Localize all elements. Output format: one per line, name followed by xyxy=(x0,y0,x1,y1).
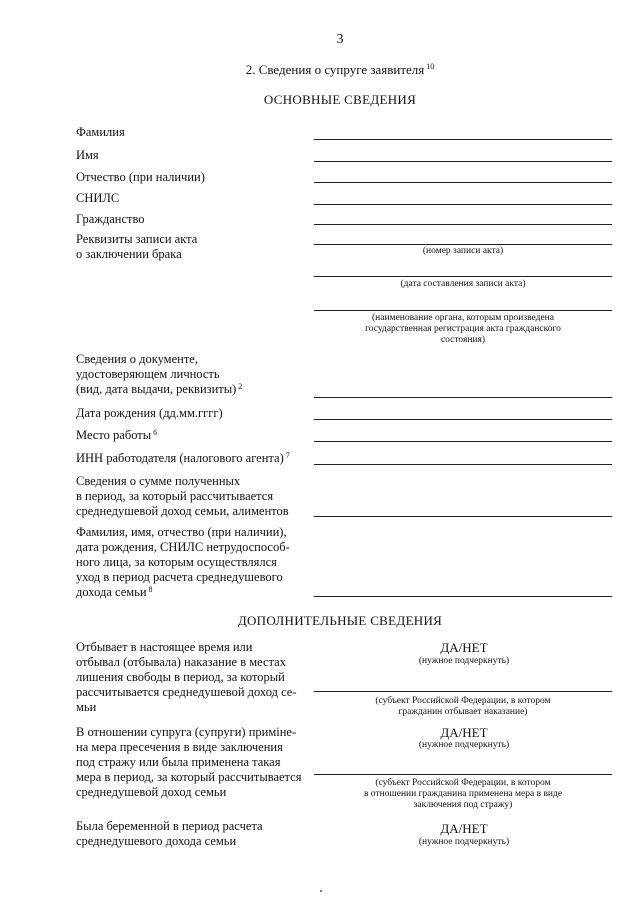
workplace-line[interactable] xyxy=(314,441,612,442)
income-line-3: среднедушевой доход семьи, алиментов xyxy=(76,504,289,518)
marriage-authority-hint-3: состояния) xyxy=(440,335,486,345)
marriage-authority-line[interactable] xyxy=(314,310,612,311)
snils-line[interactable] xyxy=(314,204,612,205)
birth-date-line[interactable] xyxy=(314,419,612,420)
id-document-line[interactable] xyxy=(314,397,612,398)
dependent-line[interactable] xyxy=(314,596,612,597)
custody-label xyxy=(76,725,301,800)
section-title xyxy=(150,62,530,77)
name-line[interactable] xyxy=(314,161,612,162)
birth-date-label: Дата рождения (дд.мм.гггг) xyxy=(76,406,223,420)
dependent-label xyxy=(76,525,290,600)
citizenship-line[interactable] xyxy=(314,224,612,225)
imprisonment-region-hint-1: (субъект Российской Федерации, в котором xyxy=(375,696,551,706)
imprisonment-line-2: отбывал (отбывала) наказание в местах xyxy=(76,655,286,669)
custody-line-2: на мера пресечения в виде заключения xyxy=(76,740,283,754)
section-title-text: 2. Сведения о супруге заявителя xyxy=(245,62,425,77)
workplace-note: 6 xyxy=(153,428,158,437)
imprisonment-answer[interactable]: ДА/НЕТ xyxy=(440,640,488,655)
employer-inn-line[interactable] xyxy=(314,464,612,465)
pregnancy-line-2: среднедушевого дохода семьи xyxy=(76,834,237,848)
dependent-note: 8 xyxy=(148,585,153,594)
imprisonment-label xyxy=(76,640,297,715)
marriage-number-line[interactable] xyxy=(314,244,612,245)
section-title-note: 10 xyxy=(426,62,435,71)
custody-line-1: В отношении супруга (супруги) приміне- xyxy=(76,725,297,739)
custody-region-line[interactable] xyxy=(314,774,612,775)
imprisonment-line-3: лишения свободы в период, за который xyxy=(76,670,285,684)
custody-line-4: мера в период, за который рассчитывается xyxy=(76,770,302,784)
dependent-line-2: дата рождения, СНИЛС нетрудоспособ- xyxy=(76,540,290,554)
citizenship-label: Гражданство xyxy=(76,212,145,226)
imprisonment-underline-hint: (нужное подчеркнуть) xyxy=(418,656,510,666)
income-line[interactable] xyxy=(314,516,612,517)
custody-region-hint-3: заключения под стражу) xyxy=(413,800,513,810)
surname-line[interactable] xyxy=(314,139,612,140)
custody-underline-hint: (нужное подчеркнуть) xyxy=(418,740,510,750)
id-document-line-2: удостоверяющем личность xyxy=(76,367,220,381)
name-label: Имя xyxy=(76,148,99,162)
custody-line-3: под стражу или была применена такая xyxy=(76,755,281,769)
custody-region-hint-2: в отношении гражданина применена мера в виде xyxy=(363,789,563,799)
income-line-1: Сведения о сумме полученных xyxy=(76,474,241,488)
imprisonment-line-1: Отбывает в настоящее время или xyxy=(76,640,253,654)
custody-line-5: среднедушевой доход семьи xyxy=(76,785,227,799)
employer-inn-note: 7 xyxy=(285,451,290,460)
custody-region-hint-1: (субъект Российской Федерации, в котором xyxy=(375,778,551,788)
pregnancy-line-1: Была беременной в период расчета xyxy=(76,819,263,833)
custody-region-hint xyxy=(314,778,612,811)
pregnancy-underline-hint: (нужное подчеркнуть) xyxy=(418,837,510,847)
dependent-line-5: дохода семьи $^8$ xyxy=(76,585,153,599)
main-heading: ОСНОВНЫЕ СВЕДЕНИЯ xyxy=(263,92,417,107)
marriage-authority-hint xyxy=(314,313,612,346)
additional-heading: ДОПОЛНИТЕЛЬНЫЕ СВЕДЕНИЯ xyxy=(237,613,443,628)
surname-label: Фамилия xyxy=(76,125,125,139)
id-document-line-1: Сведения о документе, xyxy=(76,352,198,366)
custody-answer[interactable]: ДА/НЕТ xyxy=(440,725,488,740)
pregnancy-answer[interactable]: ДА/НЕТ xyxy=(440,821,488,836)
imprisonment-line-4: рассчитывается среднедушевой доход се- xyxy=(76,685,297,699)
id-document-note: 2 xyxy=(238,382,243,391)
dependent-line-4: уход в период расчета среднедушевого xyxy=(76,570,283,584)
employer-inn-label: ИНН работодателя (налогового агента) $^7$ xyxy=(76,451,290,465)
dependent-line-1: Фамилия, имя, отчество (при наличии), xyxy=(76,525,287,539)
workplace-label: Место работы $^6$ xyxy=(76,428,158,442)
marriage-number-hint: (номер записи акта) xyxy=(422,246,504,256)
marriage-record-line-1: Реквизиты записи акта xyxy=(76,232,198,246)
income-label xyxy=(76,474,289,519)
scan-speck xyxy=(320,890,322,892)
patronymic-label: Отчество (при наличии) xyxy=(76,170,205,184)
imprisonment-region-line[interactable] xyxy=(314,691,612,692)
marriage-date-line[interactable] xyxy=(314,276,612,277)
patronymic-line[interactable] xyxy=(314,182,612,183)
income-line-2: в период, за который рассчитывается xyxy=(76,489,274,503)
dependent-line-3: ного лица, за которым осуществлялся xyxy=(76,555,277,569)
snils-label: СНИЛС xyxy=(76,191,120,205)
imprisonment-region-hint-2: гражданин отбывает наказание) xyxy=(398,707,528,717)
marriage-record-line-2: о заключении брака xyxy=(76,247,182,261)
page-number: 3 xyxy=(336,32,344,47)
id-document-label xyxy=(76,352,242,397)
imprisonment-region-hint xyxy=(314,696,612,718)
imprisonment-line-5: мьи xyxy=(76,700,97,714)
marriage-record-label xyxy=(76,232,197,262)
pregnancy-label xyxy=(76,819,263,849)
marriage-date-hint: (дата составления записи акта) xyxy=(400,279,526,289)
marriage-authority-hint-2: государственная регистрация акта гражданского xyxy=(365,324,561,334)
id-document-line-3: (вид, дата выдачи, реквизиты) $^2$ xyxy=(76,382,243,396)
marriage-authority-hint-1: (наименование органа, которым произведена xyxy=(372,313,554,323)
